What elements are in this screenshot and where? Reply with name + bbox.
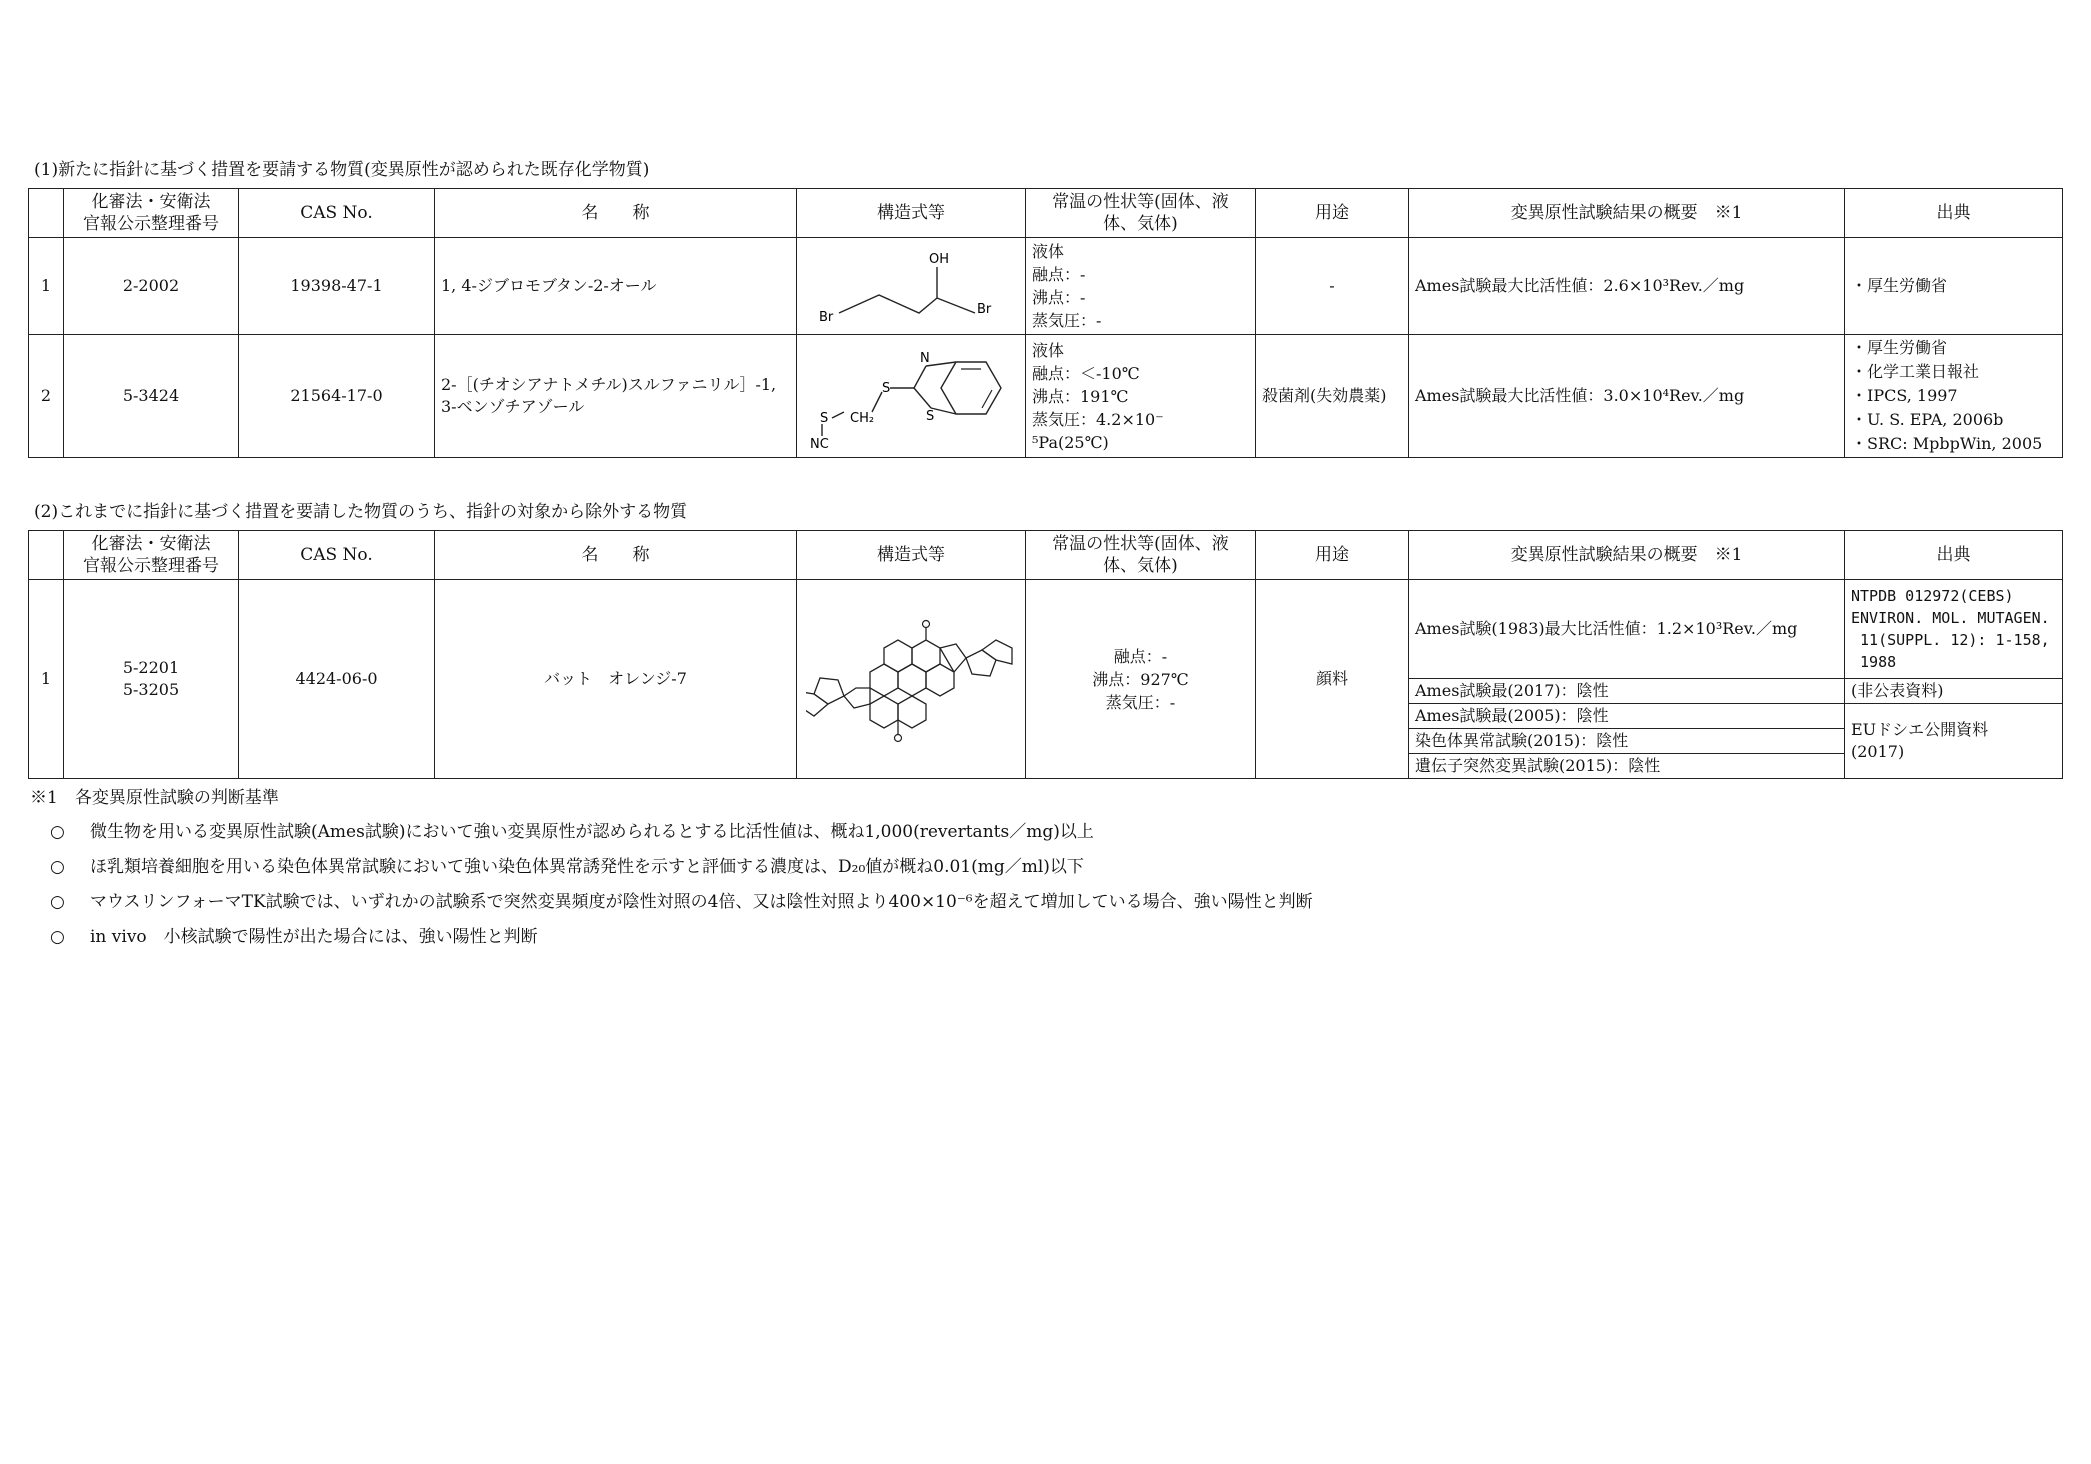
- list-item: ・厚生労働省: [1851, 338, 1948, 357]
- table2-header-row: [29, 531, 2063, 580]
- prop-line: 融点：-: [1032, 265, 1086, 284]
- source-list: [1851, 274, 2056, 298]
- use-cell: 顔料: [1256, 580, 1409, 779]
- imide-ring: [844, 688, 870, 708]
- source-list: [1851, 336, 2056, 456]
- br-label-left: Br: [819, 310, 834, 325]
- header-props: [1026, 531, 1256, 580]
- carbonyl-oxygen: [895, 735, 902, 742]
- header-name: 名 称: [435, 531, 797, 580]
- table-row: [29, 238, 2063, 335]
- section2-caption: (2)これまでに指針に基づく措置を要請した物質のうち、指針の対象から除外する物質: [34, 502, 688, 522]
- header-reg-line2: 官報公示整理番号: [83, 556, 219, 576]
- summary-cell: Ames試験最大比活性値：2.6×10³Rev.／mg: [1409, 238, 1845, 335]
- source-line: EUドシエ公開資料: [1851, 720, 1989, 739]
- cas-number: 21564-17-0: [239, 335, 435, 458]
- header-structure: 構造式等: [797, 531, 1026, 580]
- circle-bullet-icon: ○: [50, 892, 65, 912]
- row-number: 2: [29, 335, 64, 458]
- imidazole-ring: [966, 650, 996, 676]
- source-line: (2017): [1851, 742, 1905, 761]
- section1-caption: (1)新たに指針に基づく措置を要請する物質(変異原性が認められた既存化学物質): [34, 160, 650, 180]
- header-props: [1026, 189, 1256, 238]
- summary-cell: 遺伝子突然変異試験(2015)：陰性: [1409, 754, 1845, 779]
- ring: [926, 664, 954, 696]
- prop-line: 沸点：191℃: [1032, 386, 1129, 406]
- n-label: N: [920, 351, 930, 366]
- substances-table-1: [28, 188, 2063, 458]
- reg-number: 5-3205: [122, 680, 180, 699]
- summary-cell: Ames試験最(2005)：陰性: [1409, 704, 1845, 729]
- prop-line: 沸点：-: [1032, 288, 1086, 307]
- note-text: in vivo 小核試験で陽性が出た場合には、強い陽性と判断: [90, 927, 538, 947]
- substances-table-2: [28, 530, 2063, 779]
- reg-number-cell: [64, 580, 239, 779]
- ring: [898, 696, 926, 728]
- s-chain-bond: [832, 412, 844, 418]
- source-cell: [1845, 238, 2063, 335]
- ring: [898, 664, 926, 696]
- s-ring-label: S: [926, 409, 935, 424]
- list-item: ・IPCS, 1997: [1851, 386, 1958, 405]
- table1-header-row: [29, 189, 2063, 238]
- list-item: ・U. S. EPA, 2006b: [1851, 410, 2004, 429]
- prop-line: 蒸気圧：4.2×10⁻: [1032, 409, 1164, 429]
- circle-bullet-icon: ○: [50, 927, 65, 947]
- properties-cell: [1026, 238, 1256, 335]
- carbonyl-oxygen: [923, 621, 930, 628]
- source-line: 11(SUPPL. 12): 1-158,: [1851, 631, 2050, 649]
- ch2-label: CH₂: [850, 411, 875, 426]
- header-use: 用途: [1256, 531, 1409, 580]
- reg-number: 5-2201: [122, 658, 180, 677]
- reg-number: 5-3424: [64, 335, 239, 458]
- properties-cell: [1026, 580, 1256, 779]
- source-line: 1988: [1851, 653, 1897, 671]
- header-structure: 構造式等: [797, 189, 1026, 238]
- summary-cell: Ames試験最大比活性値：3.0×10⁴Rev.／mg: [1409, 335, 1845, 458]
- thiazole-bond: [926, 362, 956, 366]
- header-cas: CAS No.: [239, 531, 435, 580]
- header-reg-line1: 化審法・安衛法: [91, 534, 211, 554]
- summary-cell: Ames試験最(2017)：陰性: [1409, 679, 1845, 704]
- use-cell: 殺菌剤(失効農薬): [1256, 335, 1409, 458]
- header-cas: CAS No.: [239, 189, 435, 238]
- header-source: 出典: [1845, 189, 2063, 238]
- ring: [870, 664, 898, 696]
- cas-number: 4424-06-0: [239, 580, 435, 779]
- substance-name: 2-［(チオシアナトメチル)スルファニリル］-1, 3-ベンゾチアゾール: [435, 335, 797, 458]
- header-props-line2: 体、気体): [1103, 214, 1178, 234]
- header-reg-number: [64, 189, 239, 238]
- prop-line: 蒸気圧：-: [1105, 692, 1176, 712]
- note-text: 微生物を用いる変異原性試験(Ames試験)において強い変異原性が認められるとする比活性値は、概ね1,000(revertants／mg)以上: [90, 822, 1094, 842]
- structure-cell: [797, 238, 1026, 335]
- header-props-line1: 常温の性状等(固体、液: [1052, 534, 1229, 554]
- ring-system: [806, 628, 1012, 734]
- note-item: [30, 820, 1313, 844]
- header-source: 出典: [1845, 531, 2063, 580]
- note-text: マウスリンフォーマTK試験では、いずれかの試験系で突然変異頻度が陰性対照の4倍、又は陰性対照より400×10⁻⁶を超えて増加している場合、強い陽性と判断: [90, 892, 1313, 912]
- source-line: NTPDB 012972(CEBS): [1851, 587, 2014, 605]
- source-cell: (非公表資料): [1845, 679, 2063, 704]
- list-item: ・SRC: MpbpWin, 2005: [1851, 434, 2043, 453]
- s-thioether-label: S: [882, 381, 891, 396]
- prop-line: 液体: [1032, 242, 1065, 261]
- prop-line: 融点：＜-10℃: [1032, 363, 1140, 383]
- source-cell: [1845, 335, 2063, 458]
- substance-name: 1, 4-ジブロモブタン-2-オール: [435, 238, 797, 335]
- carbon-chain: [839, 295, 975, 313]
- structure-cell: [797, 335, 1026, 458]
- circle-bullet-icon: ○: [50, 822, 65, 842]
- benzo-ring: [806, 692, 828, 716]
- ring: [870, 696, 898, 728]
- header-no: [29, 189, 64, 238]
- note-item: [30, 925, 1313, 949]
- header-reg-line2: 官報公示整理番号: [83, 214, 219, 234]
- note-text: ほ乳類培養細胞を用いる染色体異常試験において強い染色体異常誘発性を示すと評価する濃度は、D₂₀値が概ね0.01(mg／ml)以下: [90, 857, 1084, 877]
- oh-label: OH: [929, 252, 950, 267]
- source-cell: [1845, 704, 2063, 779]
- thiazole-bond: [914, 388, 931, 408]
- benzene-ring: [941, 362, 1001, 414]
- header-name: 名 称: [435, 189, 797, 238]
- imidazole-ring: [814, 678, 844, 704]
- header-summary: 変異原性試験結果の概要 ※1: [1409, 531, 1845, 580]
- structure-tcmtb: [806, 340, 1016, 452]
- cas-number: 19398-47-1: [239, 238, 435, 335]
- thiazole-bond: [914, 366, 926, 388]
- ring: [912, 640, 940, 672]
- use-cell: -: [1256, 238, 1409, 335]
- s-ch2-bond: [872, 392, 882, 412]
- table-row: [29, 580, 2063, 679]
- header-props-line1: 常温の性状等(固体、液: [1052, 192, 1229, 212]
- header-no: [29, 531, 64, 580]
- source-cell: [1845, 580, 2063, 679]
- circle-bullet-icon: ○: [50, 857, 65, 877]
- table-row: [29, 335, 2063, 458]
- structure-vat-orange-7: [806, 604, 1016, 754]
- row-number: 1: [29, 580, 64, 779]
- reg-number: 2-2002: [64, 238, 239, 335]
- br-label-right: Br: [977, 302, 992, 317]
- prop-line: 沸点：927℃: [1092, 669, 1189, 689]
- header-summary: 変異原性試験結果の概要 ※1: [1409, 189, 1845, 238]
- header-reg-number: [64, 531, 239, 580]
- header-reg-line1: 化審法・安衛法: [91, 192, 211, 212]
- s-label: S: [820, 411, 829, 426]
- header-use: 用途: [1256, 189, 1409, 238]
- summary-cell: 染色体異常試験(2015)：陰性: [1409, 729, 1845, 754]
- properties-cell: [1026, 335, 1256, 458]
- source-line: ENVIRON. MOL. MUTAGEN.: [1851, 609, 2050, 627]
- nc-label: NC: [810, 437, 829, 452]
- prop-line: 融点：-: [1113, 646, 1168, 666]
- substance-name: バット オレンジ-7: [435, 580, 797, 779]
- list-item: ・厚生労働省: [1851, 276, 1948, 295]
- note-item: [30, 855, 1313, 879]
- prop-line: ⁵Pa(25℃): [1032, 432, 1109, 452]
- notes-title: ※1 各変異原性試験の判断基準: [30, 788, 279, 808]
- row-number: 1: [29, 238, 64, 335]
- benzo-ring: [982, 640, 1012, 664]
- prop-line: 蒸気圧：-: [1032, 311, 1102, 330]
- header-props-line2: 体、気体): [1103, 556, 1178, 576]
- criteria-notes: [30, 786, 1313, 960]
- imide-ring: [940, 644, 966, 672]
- note-item: [30, 890, 1313, 914]
- list-item: ・化学工業日報社: [1851, 362, 1980, 381]
- ring: [884, 640, 912, 672]
- structure-dibromobutanol: [811, 243, 1011, 329]
- structure-cell: [797, 580, 1026, 779]
- prop-line: 液体: [1032, 340, 1065, 360]
- summary-cell: Ames試験(1983)最大比活性値：1.2×10³Rev.／mg: [1409, 580, 1845, 679]
